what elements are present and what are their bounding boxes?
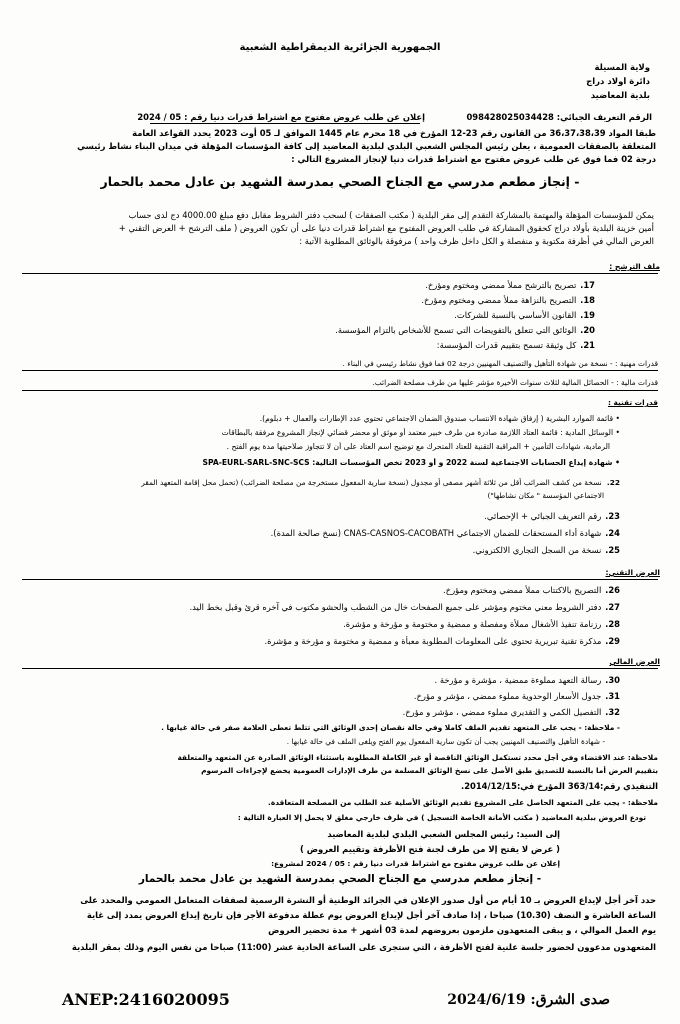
note-3-line-3: التنفيذي رقم:363/14 المؤرخ في:2014/12/15. <box>461 781 658 791</box>
list-item: 24. شهادة أداء المستحقات للضمان الاجتماعي CNAS-CASNOS-CACOBATH (نسخ صالحة المدة). <box>270 528 620 538</box>
list-item: 30. رسالة التعهد مملوءة ممضية ، مؤشرة و مؤرخة . <box>434 675 620 685</box>
note-1: - ملاحظة: - يجب على المتعهد تقديم الملف كاملا وفي حالة نقصان إحدى الوثائق التي تتلط تعطى العلامة صفر في حالة غيابها . <box>161 723 620 732</box>
list-item: 29. مذكرة تقنية تبريرية تحتوي على المعلومات المطلوبة معبأة و ممضية و مختومة و مؤرخة و مؤشرة. <box>264 636 620 646</box>
title-underline <box>150 123 420 124</box>
professional-capacities: قدرات مهنية : - نسخة من شهادة التأهيل والتصنيف المهنيين درجة 02 فما فوق نشاط رئيسي في البناء . <box>342 359 658 368</box>
intro-line-2: المتعلقة بالصفقات العمومية ، يعلن رئيس المجلس الشعبي البلدي لبلدية المعاضيد إلى كافة المؤسسات المؤهلة في ميدان البناء نشاط رئيسي <box>77 141 656 151</box>
closing-line-3: يوم العمل الموالي ، و يبقى المتعهدون ملزمون بعروضهم لمدة 03 أشهر + مدة تحضير العروض <box>268 925 656 935</box>
list-item: 26. التصريح بالاكتتاب مملأ ممضي ومختوم ومؤرخ. <box>443 585 620 595</box>
financial-capacities: قدرات مالية : - الحصائل المالية لثلاث سنوات الأخيرة مؤشر عليها من طرف مصلحة الضرائب. <box>372 378 658 387</box>
list-item: 19. القانون الأساسي بالنسبة للشركات. <box>454 310 595 320</box>
note-4: ملاحظة: - يجب على المتعهد الحاصل على المشروع تقديم الوثائق الأصلية عند الطلب من المصلحة المتعاقدة. <box>268 798 658 807</box>
submission-line: تودع العروض ببلدية المعاضيد ( مكتب الأمانة الخاصة التسجيل ) في ظرف خارجي مغلق لا يحمل إلا العبارة التالية : <box>237 813 646 822</box>
technical-bullet-cont: الرمادية، شهادات التأمين + المراقبة التقنية للعتاد المتحرك مع توضيح اسم العتاد على أن لا تتجاوز صلاحيتها مدة يوم الفتح . <box>226 442 610 451</box>
conditions-line-2: أمين خزينة البلدية بأولاد دراج كحقوق المشاركة في طلب العروض المفتوح مع اشتراط قدرات دنيا على أن تكون العروض ( ملف الترشح + العرض التقني + <box>118 223 654 233</box>
authority-commune: بلدية المعاضيد <box>590 91 650 101</box>
list-item: 31. جدول الأسعار الوحدوية مملوء ممضي ، مؤشر و مؤرخ. <box>413 691 620 701</box>
technical-offer-heading: العرض التقني: <box>605 568 660 577</box>
list-item: 22. نسخة من كشف الضرائب أقل من ثلاثة أشهر مصفى أو مجدول (نسخة سارية المفعول مستخرجة من مصلحة الضرائب) (تحمل محل إقامة المتعهد المقر <box>141 478 620 487</box>
list-item: 32. التفصيل الكمي و التقديري مملوء ممضي ، مؤشر و مؤرخ. <box>402 707 620 717</box>
addressee: إلى السيد: رئيس المجلس الشعبي البلدي لبلدية المعاضيد <box>327 829 560 839</box>
do-not-open: ( عرض لا يفتح إلا من طرف لجنة فتح الأظرفة وتقييم العروض ) <box>300 844 560 854</box>
note-3-line-1: ملاحظة: عند الاقتضاء وفي أجل محدد تستكمل الوثائق الناقصة أو غير الكاملة المطلوبة باستثناء الوثائق الصادرة عن المتعهد والمتعلقة <box>177 753 658 762</box>
anep-reference: ANEP:2416020095 <box>62 990 230 1009</box>
conditions-line-1: يمكن للمؤسسات المؤهلة والمهتمة بالمشاركة التقدم إلى مقر البلدية ( مكتب الصفقات ) لسحب دفتر الشروط مقابل دفع مبلغ 4000.00 دج لدى حساب <box>128 210 654 220</box>
notice-title: إعلان عن طلب عروض مفتوح مع اشتراط قدرات دنيا رقم : 05 / 2024 <box>137 112 425 122</box>
section-rule <box>22 370 658 371</box>
project-title: - إنجاز مطعم مدرسي مع الجناح الصحي بمدرسة الشهيد بن عادل محمد بالحمار <box>100 174 580 189</box>
list-item: 17. تصريح بالترشح مملأ ممضي ومختوم ومؤرخ. <box>425 280 595 290</box>
section-rule <box>22 273 658 274</box>
newspaper-date: صدى الشرق: 2024/6/19 <box>447 992 610 1008</box>
closing-line-2: الساعة العاشرة و النصف (10.30) صباحا ، إذا صادف آخر أجل لإيداع العروض يوم عطلة مدفوعة الأجر فإن تاريخ إيداع العروض يمدد إلى غاية <box>86 910 656 920</box>
authority-wilaya: ولاية المسيلة <box>594 63 650 73</box>
technical-bullet: • قائمة الموارد البشرية ( إرفاق شهادة الانتساب صندوق الضمان الاجتماعي تحتوي عدد الإطارات والعمال + دبلوم). <box>259 414 620 423</box>
republic-header: الجمهورية الجزائرية الديمقراطية الشعبية <box>239 42 441 53</box>
list-item: 21. كل وثيقة تسمح بتقييم قدرات المؤسسة: <box>436 340 595 350</box>
financial-offer-heading: العرض المالي <box>609 657 660 666</box>
technical-bullet: • شهادة إيداع الحسابات الاجتماعية لسنة 2022 و أو 2023 تخص المؤسسات التالية: SPA-EURL-SARL-SNC-SCS <box>202 458 620 467</box>
list-item: 20. الوثائق التي تتعلق بالتفويضات التي تسمح للأشخاص بالتزام المؤسسة. <box>335 325 595 335</box>
technical-bullet: • الوسائل المادية : قائمة العتاد اللازمة صادرة من طرف خبير معتمد أو موثق أو محضر قضائي لإنجاز المشروع مرفقة بالبطاقات <box>221 428 620 437</box>
closing-line-1: حدد آخر أجل لإيداع العروض بـ 10 أيام من أول صدور الإعلان في الجرائد الوطنية أو النشرة الرسمية لصفقات المتعامل العمومي والمحدد على <box>80 895 656 905</box>
closing-line-4: المتعهدون مدعوون لحضور جلسة علنية لفتح الأظرفة ، التي ستجرى على الساعة الحادية عشر (11:00) صباحا من نفس اليوم وذلك بمقر البلدية <box>71 942 656 952</box>
list-item: 28. رزنامة تنفيذ الأشغال مملأة ومفصلة و ممضية و مختومة و مؤرخة و مؤشرة. <box>343 619 620 629</box>
conditions-line-3: العرض المالي في أظرفة مكتوبة و منفصلة و الكل داخل ظرف واحد ) مرفوقة بالوثائق المطلوبة الآتية : <box>299 236 654 246</box>
intro-line-3: درجة 02 فما فوق عن طلب عروض مفتوح مع اشتراط قدرات دنيا لإنجاز المشروع التالي : <box>291 154 656 164</box>
list-item: 18. التصريح بالنزاهة مملأ ممضي ومختوم ومؤرخ. <box>421 295 595 305</box>
note-3-line-2: بتقييم العرض أما بالنسبة للتصديق طبق الأصل على نسخ الوثائق المسلمة من طرف الإدارات العمومية يخضع لإجراءات المرسوم <box>201 766 658 775</box>
list-item-cont: الاجتماعي المؤسسة " مكان نشاطها") <box>487 491 604 500</box>
authority-daira: دائرة أولاد دراج <box>586 77 650 87</box>
section-rule <box>22 390 658 391</box>
list-item: 25. نسخة من السجل التجاري الالكتروني. <box>472 545 620 555</box>
section-rule <box>22 668 658 669</box>
submission-ref: إعلان عن طلب عروض مفتوح مع اشتراط قدرات دنيا رقم : 05 / 2024 لمشروع: <box>271 859 560 868</box>
tax-id: الرقم التعريف الجبائي: 098428025034428 <box>466 112 652 122</box>
submission-project: - إنجاز مطعم مدرسي مع الجناح الصحي بمدرسة الشهيد بن عادل محمد بالحمار <box>138 873 542 885</box>
list-item: 23. رقم التعريف الجبائي + الإحصائي. <box>484 511 620 521</box>
intro-line-1: طبقا المواد 36،37،38،39 من القانون رقم 23-12 المؤرخ في 18 محرم عام 1445 الموافق لـ 05 أوت 2023 يحدد القواعد العامة <box>132 128 656 138</box>
candidacy-heading: ملف الترشح : <box>609 262 660 271</box>
technical-capacities-heading: قدرات تقنية : <box>607 398 658 407</box>
section-rule <box>22 579 658 580</box>
list-item: 27. دفتر الشروط معني مختوم ومؤشر على جميع الصفحات خال من الشطب والحشو مكتوب في آخره قرئ وقبل بخط اليد. <box>189 602 620 612</box>
note-2: - شهادة التأهيل والتصنيف المهنيين يجب أن تكون سارية المفعول يوم الفتح ويلغى الملف في حالة غيابها . <box>286 737 605 746</box>
